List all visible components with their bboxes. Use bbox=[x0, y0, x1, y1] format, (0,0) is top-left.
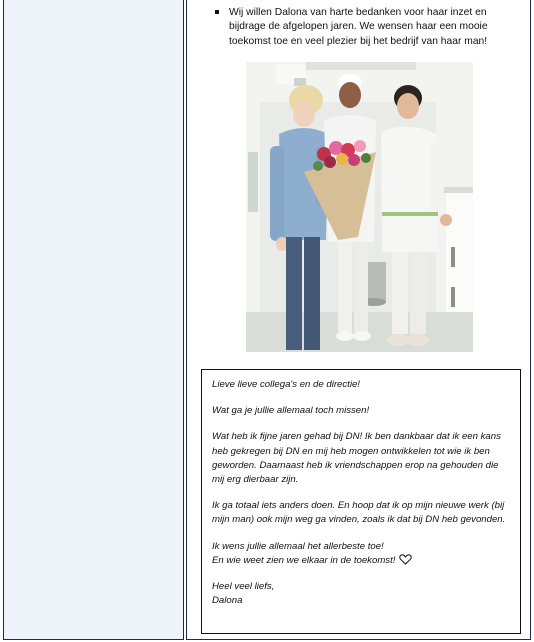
left-sidebar-column bbox=[3, 0, 184, 640]
letter-closing-line: Heel veel liefs, bbox=[212, 581, 275, 593]
letter-wish-line: Ik wens jullie allemaal het allerbeste toe! bbox=[212, 540, 384, 552]
newsletter-content-column bbox=[186, 0, 531, 640]
letter-future-text: En wie weet zien we elkaar in de toekomst! bbox=[212, 554, 396, 566]
bullet-square-icon bbox=[215, 10, 219, 14]
letter-paragraph-3: Ik ga totaal iets anders doen. En hoop dat ik op mijn nieuwe werk (bij mijn man) ook mijn weg ga vinden, zoals ik dat bij DN heb gevonden. bbox=[212, 500, 506, 526]
letter-greeting: Lieve lieve collega's en de directie! bbox=[212, 379, 360, 390]
letter-closing bbox=[212, 580, 510, 608]
farewell-letter-box bbox=[201, 369, 521, 634]
bullet-text: Wij willen Dalona van harte bedanken voor haar inzet en bijdrage de afgelopen jaren. We wensen haar een mooie toekomst toe en veel plezier bij het bedrijf van haar man! bbox=[229, 7, 488, 47]
letter-paragraph-4 bbox=[212, 540, 510, 568]
letter-paragraph-1: Wat ga je jullie allemaal toch missen! bbox=[212, 405, 370, 417]
farewell-bullet-item bbox=[229, 6, 519, 49]
farewell-photo bbox=[246, 62, 473, 352]
letter-paragraph-2: Wat heb ik fijne jaren gehad bij DN! Ik ben dankbaar dat ik een kans heb gekregen bij DN en mij heb mogen ontwikkelen tot wie ik ben geworden. Daarnaast heb ik vriendschappen erop na gehouden die mij erg dierbaar zijn. bbox=[212, 431, 501, 486]
heart-outline-icon bbox=[399, 554, 412, 565]
letter-future-line bbox=[212, 554, 510, 568]
letter-signature: Dalona bbox=[212, 595, 243, 607]
